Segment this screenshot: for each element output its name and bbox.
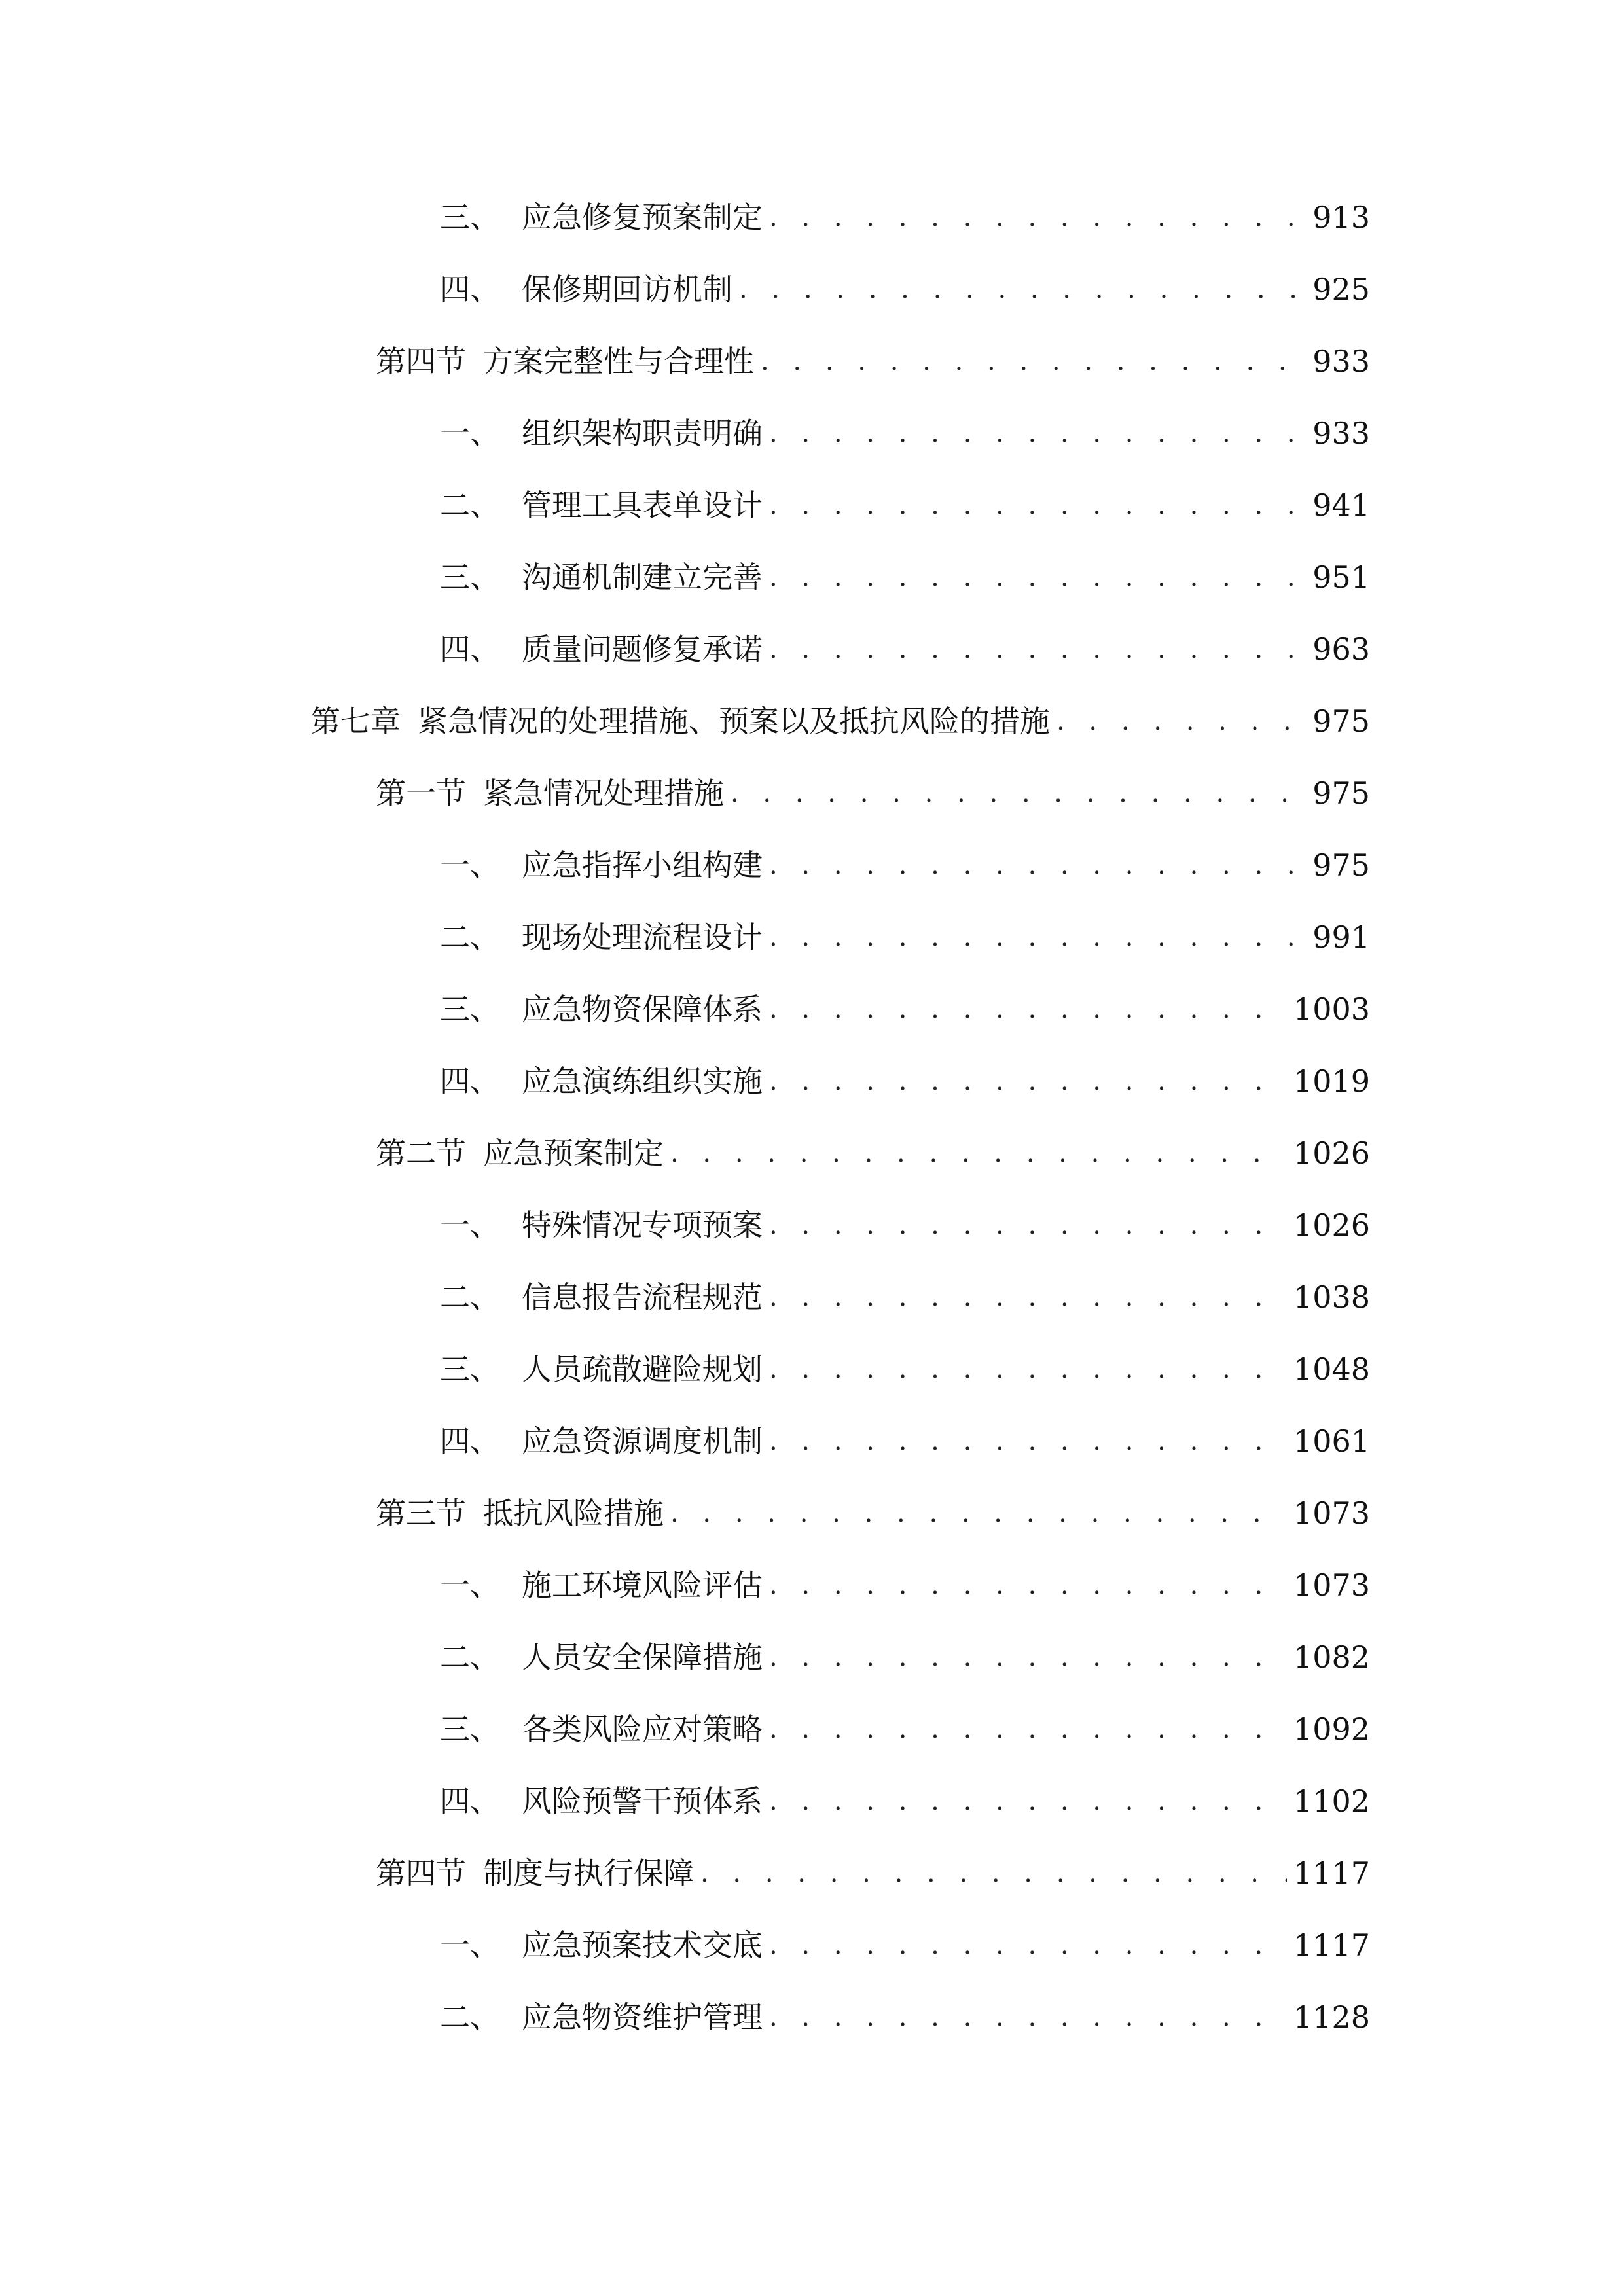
toc-leader-dots (769, 1703, 1287, 1755)
toc-entry-title: 应急物资保障体系 (522, 992, 763, 1027)
toc-entry-marker: 第三节 (376, 1496, 466, 1531)
toc-entry-marker: 第一节 (376, 776, 466, 811)
toc-entry-page: 941 (1312, 488, 1370, 523)
toc-entry-page: 975 (1312, 776, 1370, 811)
toc-leader-dots (769, 1343, 1287, 1395)
toc-leader-dots (769, 1559, 1287, 1611)
toc-entry-page: 1003 (1293, 992, 1370, 1027)
toc-entry-page: 933 (1312, 416, 1370, 451)
toc-entry-title: 特殊情况专项预案 (522, 1208, 763, 1243)
toc-leader-dots (670, 1127, 1287, 1179)
toc-leader-dots (769, 1991, 1287, 2043)
toc-entry-title: 质量问题修复承诺 (522, 632, 763, 667)
toc-entry-title: 紧急情况处理措施 (483, 776, 724, 811)
toc-entry-marker: 二、 (440, 488, 500, 523)
toc-leader-dots (1056, 695, 1306, 747)
toc-entry[interactable] (440, 263, 1370, 315)
toc-entry-title: 应急资源调度机制 (522, 1424, 763, 1459)
toc-entry-marker: 三、 (440, 1712, 500, 1747)
toc-entry[interactable] (310, 695, 1370, 747)
toc-leader-dots (769, 551, 1306, 603)
toc-entry-marker: 一、 (440, 1568, 500, 1603)
toc-leader-dots (769, 191, 1306, 243)
toc-entry-page: 1026 (1293, 1208, 1370, 1243)
toc-entry[interactable] (440, 191, 1370, 243)
toc-entry[interactable] (376, 767, 1370, 819)
toc-leader-dots (670, 1487, 1287, 1539)
toc-entry-marker: 一、 (440, 848, 500, 883)
toc-entry-title: 沟通机制建立完善 (522, 560, 763, 595)
toc-entry-marker: 一、 (440, 416, 500, 451)
toc-entry[interactable] (376, 1127, 1370, 1179)
toc-entry-marker: 三、 (440, 560, 500, 595)
toc-entry-marker: 一、 (440, 1208, 500, 1243)
toc-leader-dots (739, 263, 1306, 315)
toc-entry-title: 紧急情况的处理措施、预案以及抵抗风险的措施 (418, 704, 1050, 739)
toc-entry-page: 925 (1312, 272, 1370, 307)
toc-entry-marker: 四、 (440, 272, 500, 307)
toc-leader-dots (769, 911, 1306, 963)
toc-entry-page: 1073 (1293, 1496, 1370, 1531)
toc-entry-title: 风险预警干预体系 (522, 1784, 763, 1819)
toc-entry-page: 1019 (1293, 1064, 1370, 1099)
toc-entry-title: 应急物资维护管理 (522, 2000, 763, 2035)
toc-entry[interactable] (440, 911, 1370, 963)
toc-entry[interactable] (440, 1991, 1370, 2043)
toc-entry-marker: 二、 (440, 920, 500, 955)
toc-leader-dots (769, 1631, 1287, 1683)
toc-entry-page: 1061 (1293, 1424, 1370, 1459)
toc-leader-dots (769, 407, 1306, 459)
toc-leader-dots (769, 479, 1306, 531)
toc-entry-page: 951 (1312, 560, 1370, 595)
toc-entry[interactable] (440, 1703, 1370, 1755)
toc-entry-page: 913 (1312, 200, 1370, 235)
toc-entry-page: 1102 (1293, 1784, 1370, 1819)
toc-entry-page: 1073 (1293, 1568, 1370, 1603)
toc-entry-title: 应急指挥小组构建 (522, 848, 763, 883)
toc-entry[interactable] (440, 551, 1370, 603)
toc-entry-page: 1117 (1293, 1856, 1370, 1891)
toc-entry-title: 保修期回访机制 (522, 272, 732, 307)
toc-entry-marker: 一、 (440, 1928, 500, 1963)
toc-entry-page: 1092 (1293, 1712, 1370, 1747)
toc-leader-dots (769, 1055, 1287, 1107)
toc-entry[interactable] (440, 1199, 1370, 1251)
toc-entry[interactable] (440, 983, 1370, 1035)
toc-entry-marker: 三、 (440, 992, 500, 1027)
toc-entry-page: 1026 (1293, 1136, 1370, 1171)
toc-entry-title: 现场处理流程设计 (522, 920, 763, 955)
toc-entry-page: 975 (1312, 704, 1370, 739)
toc-entry-marker: 四、 (440, 632, 500, 667)
toc-entry[interactable] (440, 479, 1370, 531)
toc-entry-title: 人员安全保障措施 (522, 1640, 763, 1675)
toc-entry-title: 组织架构职责明确 (522, 416, 763, 451)
toc-entry-page: 991 (1312, 920, 1370, 955)
toc-entry-marker: 三、 (440, 1352, 500, 1387)
toc-entry-page: 1128 (1293, 2000, 1370, 2035)
toc-leader-dots (769, 623, 1306, 675)
toc-entry[interactable] (440, 1559, 1370, 1611)
toc-entry[interactable] (440, 407, 1370, 459)
toc-entry[interactable] (440, 623, 1370, 675)
toc-entry-marker: 第四节 (376, 344, 466, 379)
toc-leader-dots (769, 1271, 1287, 1323)
toc-entry-marker: 二、 (440, 1280, 500, 1315)
toc-entry[interactable] (440, 1775, 1370, 1827)
toc-entry[interactable] (440, 1415, 1370, 1467)
toc-entry-title: 应急修复预案制定 (522, 200, 763, 235)
toc-entry-title: 应急预案制定 (483, 1136, 664, 1171)
toc-entry-title: 制度与执行保障 (483, 1856, 694, 1891)
toc-entry-title: 信息报告流程规范 (522, 1280, 763, 1315)
toc-entry[interactable] (440, 839, 1370, 891)
toc-entry-page: 933 (1312, 344, 1370, 379)
toc-entry-marker: 四、 (440, 1424, 500, 1459)
toc-entry[interactable] (376, 1487, 1370, 1539)
toc-leader-dots (731, 767, 1306, 819)
toc-leader-dots (769, 1415, 1287, 1467)
toc-entry[interactable] (440, 1343, 1370, 1395)
toc-entry[interactable] (440, 1271, 1370, 1323)
toc-entry-title: 应急预案技术交底 (522, 1928, 763, 1963)
toc-entry-marker: 第二节 (376, 1136, 466, 1171)
toc-entry-marker: 二、 (440, 2000, 500, 2035)
toc-leader-dots (769, 839, 1306, 891)
toc-entry-marker: 四、 (440, 1784, 500, 1819)
toc-entry-title: 应急演练组织实施 (522, 1064, 763, 1099)
toc-entry[interactable] (440, 1055, 1370, 1107)
toc-entry-marker: 四、 (440, 1064, 500, 1099)
toc-entry-page: 1117 (1293, 1928, 1370, 1963)
toc-entry[interactable] (376, 335, 1370, 387)
toc-leader-dots (769, 983, 1287, 1035)
toc-leader-dots (761, 335, 1306, 387)
toc-entry-page: 963 (1312, 632, 1370, 667)
toc-entry-title: 施工环境风险评估 (522, 1568, 763, 1603)
toc-leader-dots (700, 1847, 1287, 1899)
toc-entry[interactable] (376, 1847, 1370, 1899)
toc-leader-dots (769, 1775, 1287, 1827)
toc-entry-title: 人员疏散避险规划 (522, 1352, 763, 1387)
toc-entry-marker: 第四节 (376, 1856, 466, 1891)
toc-entry-marker: 第七章 (310, 704, 401, 739)
toc-entry-page: 975 (1312, 848, 1370, 883)
toc-leader-dots (769, 1199, 1287, 1251)
toc-entry-marker: 二、 (440, 1640, 500, 1675)
toc-entry-marker: 三、 (440, 200, 500, 235)
toc-entry-title: 抵抗风险措施 (483, 1496, 664, 1531)
toc-entry-page: 1038 (1293, 1280, 1370, 1315)
toc-entry-title: 方案完整性与合理性 (483, 344, 754, 379)
toc-entry-title: 管理工具表单设计 (522, 488, 763, 523)
toc-leader-dots (769, 1919, 1287, 1971)
toc-entry-page: 1082 (1293, 1640, 1370, 1675)
toc-entry[interactable] (440, 1631, 1370, 1683)
toc-entry[interactable] (440, 1919, 1370, 1971)
toc-entry-page: 1048 (1293, 1352, 1370, 1387)
toc-entry-title: 各类风险应对策略 (522, 1712, 763, 1747)
